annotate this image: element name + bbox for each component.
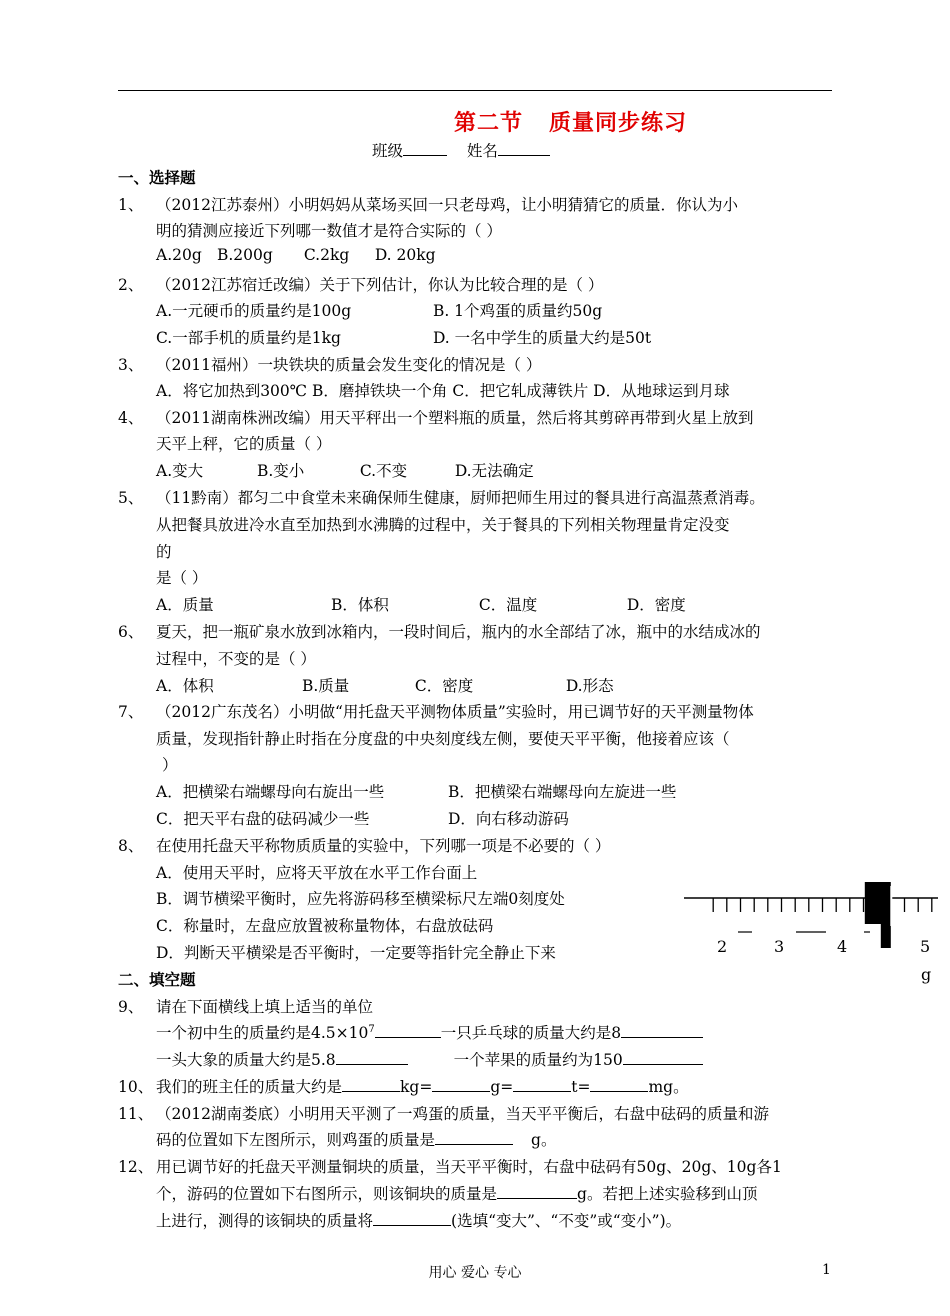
ruler-unit: g [921, 965, 932, 984]
page-footer: 用心 爱心 专心 [428, 1265, 522, 1281]
q2-option-d[interactable]: D. 一名中学生的质量大约是50t [432, 329, 652, 347]
q1-line2: 明的猜测应接近下列哪一数值才是符合实际的（ ） [156, 222, 502, 240]
header-rule [118, 90, 832, 91]
page-number: 1 [822, 1262, 831, 1278]
ruler-label-4: 4 [837, 937, 848, 956]
q6-line1: 6、 夏天，把一瓶矿泉水放到冰箱内，一段时间后，瓶内的水全部结了冰，瓶中的水结成冰的 [118, 623, 761, 641]
q11-line2: 码的位置如下左图所示，则鸡蛋的质量是 g。 [156, 1131, 557, 1149]
student-info [372, 139, 550, 161]
q7-option-c[interactable]: C．把天平右盘的砝码减少一些 [156, 810, 370, 828]
ruler-label-5: 5 [920, 937, 931, 956]
q7-option-d[interactable]: D．向右移动游码 [447, 810, 569, 828]
rider-pointer[interactable] [881, 898, 891, 948]
q9-b-blank[interactable] [621, 1023, 703, 1038]
q5-option-d[interactable]: D．密度 [626, 596, 686, 614]
ruler-label-2: 2 [717, 937, 728, 956]
q9-row1 [156, 1021, 703, 1043]
q6-option-c[interactable]: C．密度 [414, 677, 474, 695]
q1-option-c[interactable]: C.2kg [303, 246, 350, 264]
q8-line1: 8、 在使用托盘天平称物质质量的实验中，下列哪一项是不必要的（ ） [118, 837, 611, 855]
q9-c-text: 一头大象的质量大约是5.8 [156, 1051, 336, 1069]
q6-options [156, 674, 614, 696]
q6-line2: 过程中，不变的是（ ） [156, 650, 316, 668]
q5-option-a[interactable]: A．质量 [156, 596, 214, 614]
q4-line2: 天平上秤，它的质量（ ） [156, 435, 332, 453]
q6-option-a[interactable]: A．体积 [156, 677, 214, 695]
q8-option-b[interactable]: B．调节横梁平衡时，应先将游码移至横梁标尺左端0刻度处 [156, 890, 565, 908]
q1-option-d[interactable]: D. 20kg [374, 246, 436, 264]
q12-line3: 上进行，测得的该铜块的质量将 (选填“变大”、“不变”或“变小”)。 [156, 1212, 682, 1230]
q2-option-c[interactable]: C.一部手机的质量约是1kg [156, 329, 341, 347]
q7-options-ab [156, 780, 676, 802]
q8-option-c[interactable]: C．称量时，左盘应放置被称量物体，右盘放砝码 [156, 917, 494, 935]
title-topic: 质量同步练习 [549, 111, 688, 136]
class-blank[interactable] [403, 141, 447, 156]
q2-option-a[interactable]: A.一元硬币的质量约是100g [156, 302, 352, 320]
q5-line4: 是（ ） [156, 569, 208, 587]
q1-option-b[interactable]: B.200g [216, 246, 273, 264]
title-section: 第二节 [454, 111, 524, 136]
q10-blank-kg[interactable] [342, 1077, 400, 1092]
q9-d-blank[interactable] [623, 1050, 703, 1065]
q12-mountain-blank[interactable] [373, 1211, 451, 1226]
q10-blank-t[interactable] [513, 1077, 571, 1092]
q6-option-d[interactable]: D.形态 [565, 677, 614, 695]
class-label: 班级 [372, 142, 404, 160]
q4-option-c[interactable]: C.不变 [359, 462, 408, 480]
section-fill-title: 二、填空题 [118, 971, 196, 989]
q5-option-b[interactable]: B．体积 [330, 596, 389, 614]
ruler-label-3: 3 [774, 937, 785, 956]
q5-line3: 的 [156, 543, 172, 561]
q7-option-a[interactable]: A．把横梁右端螺母向右旋出一些 [156, 783, 385, 801]
q12-line2: 个，游码的位置如下右图所示，则该铜块的质量是 g。若把上述实验移到山顶 [156, 1185, 758, 1203]
name-blank[interactable] [498, 141, 550, 156]
q8-option-a[interactable]: A．使用天平时，应将天平放在水平工作台面上 [156, 864, 478, 882]
ruler-ticks [713, 898, 932, 912]
q9-a-exponent: 7 [368, 1023, 375, 1035]
q7-options-cd [156, 807, 569, 829]
q5-options [156, 593, 686, 615]
q8-option-d[interactable]: D．判断天平横梁是否平衡时，一定要等指针完全静止下来 [156, 944, 556, 962]
balance-ruler-figure [680, 876, 942, 988]
q10-blank-g[interactable] [432, 1077, 490, 1092]
q12-mass-blank[interactable] [497, 1184, 577, 1199]
q2-options-cd [156, 326, 651, 348]
q4-option-d[interactable]: D.无法确定 [454, 462, 534, 480]
q7-line3: ） [162, 756, 178, 774]
q1-option-a[interactable]: A.20g [156, 246, 202, 264]
q9-a-text: 一个初中生的质量约是4.5×10 [156, 1024, 369, 1042]
q3-line1: 3、 （2011福州）一块铁块的质量会发生变化的情况是（ ） [118, 356, 542, 374]
q2-options-ab [156, 299, 602, 321]
q3-options[interactable]: A．将它加热到300℃ B．磨掉铁块一个角 C．把它轧成薄铁片 D．从地球运到月球 [156, 382, 730, 400]
q9-b-text: 一只乒乓球的质量大约是8 [440, 1024, 622, 1042]
q2-option-b[interactable]: B. 1个鸡蛋的质量约50g [432, 302, 603, 320]
q2-line1: 2、 （2012江苏宿迁改编）关于下列估计，你认为比较合理的是（ ） [118, 276, 604, 294]
rider-indicator-line [890, 886, 892, 926]
q4-line1: 4、 （2011湖南株洲改编）用天平秤出一个塑料瓶的质量，然后将其剪碎再带到火星上放到 [118, 409, 754, 427]
q4-options [156, 459, 534, 481]
q9-a-blank[interactable] [375, 1023, 441, 1038]
q1-line1: 1、 （2012江苏泰州）小明妈妈从菜场买回一只老母鸡，让小明猜猜它的质量．你认为小 [118, 196, 738, 214]
section-choice-title: 一、选择题 [118, 169, 196, 187]
page-title [454, 106, 687, 137]
q5-option-c[interactable]: C．温度 [478, 596, 538, 614]
q4-option-a[interactable]: A.变大 [156, 462, 204, 480]
q1-options [156, 246, 436, 264]
q9-row2 [156, 1048, 703, 1070]
q10-line: 10、 我们的班主任的质量大约是 kg= g= t= mg。 [118, 1078, 689, 1096]
q5-line2: 从把餐具放进冷水直至加热到水沸腾的过程中，关于餐具的下列相关物理量肯定没变 [156, 516, 730, 534]
q5-line1: 5、 （11黔南）都匀二中食堂未来确保师生健康，厨师把师生用过的餐具进行高温蒸煮消毒。 [118, 489, 765, 507]
q9-line1: 9、 请在下面横线上填上适当的单位 [118, 998, 374, 1016]
q9-d-text: 一个苹果的质量约为150 [453, 1051, 623, 1069]
q6-option-b[interactable]: B.质量 [301, 677, 350, 695]
q11-line1: 11、 （2012湖南娄底）小明用天平测了一鸡蛋的质量，当天平平衡后，右盘中砝码的质量和游 [118, 1105, 769, 1123]
q7-line2: 质量，发现指针静止时指在分度盘的中央刻度线左侧，要使天平平衡，他接着应该（ [156, 730, 730, 748]
q7-line1: 7、 （2012广东茂名）小明做“用托盘天平测物体质量”实验时，用已调节好的天平测量物体 [118, 703, 754, 721]
q9-c-blank[interactable] [336, 1050, 408, 1065]
rider-slider[interactable] [865, 882, 893, 948]
q10-blank-mg[interactable] [590, 1077, 648, 1092]
q12-line1: 12、 用已调节好的托盘天平测量铜块的质量，当天平平衡时，右盘中砝码有50g、20g、10g各1 [118, 1158, 782, 1176]
q7-option-b[interactable]: B．把横梁右端螺母向左旋进一些 [447, 783, 677, 801]
q4-option-b[interactable]: B.变小 [256, 462, 305, 480]
name-label: 姓名 [466, 142, 498, 160]
q11-egg-mass-blank[interactable] [435, 1130, 513, 1145]
